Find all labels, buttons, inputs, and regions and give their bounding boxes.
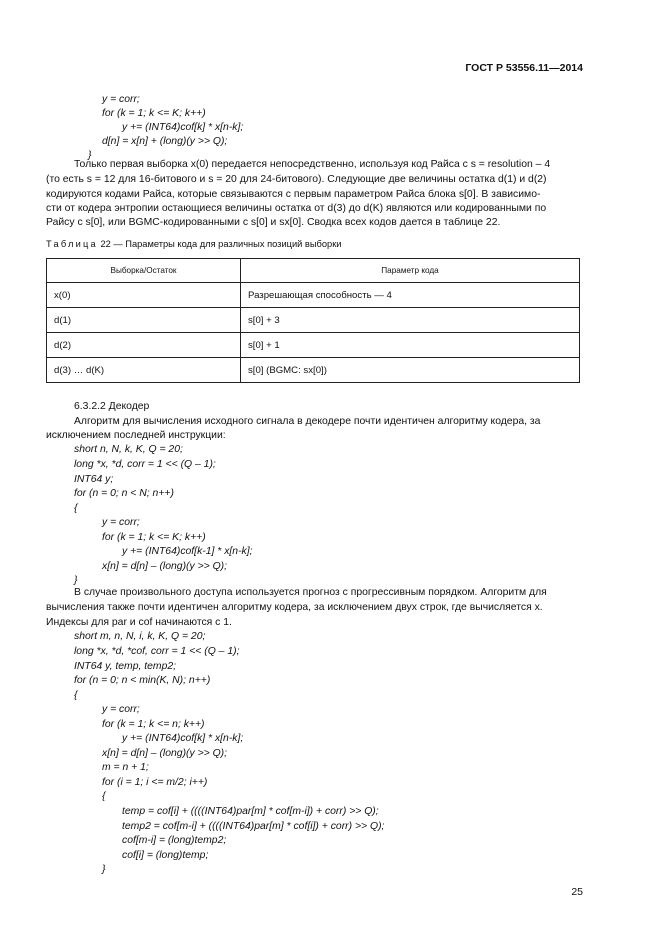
table-row — [47, 333, 580, 358]
code-line: INT64 y, temp, temp2; — [74, 661, 177, 672]
table-header-row — [47, 259, 580, 283]
code-line: x[n] = d[n] – (long)(y >> Q); — [102, 748, 228, 759]
document-header: ГОСТ Р 53556.11—2014 — [465, 62, 583, 74]
code-line: short m, n, N, i, k, K, Q = 20; — [74, 631, 206, 642]
code-line: { — [74, 690, 78, 701]
code-line: for (n = 0; n < N; n++) — [74, 488, 174, 499]
code-line: INT64 y; — [74, 474, 114, 485]
paragraph-line: Алгоритм для вычисления исходного сигнала в декодере почти идентичен алгоритму кодера, за — [74, 416, 541, 427]
paragraph-line: исключением последней инструкции: — [46, 430, 226, 441]
table-caption — [46, 239, 341, 249]
table-cell: s[0] + 1 — [241, 333, 580, 358]
code-line: y = corr; — [102, 94, 140, 105]
code-line: { — [102, 791, 106, 802]
code-line: m = n + 1; — [102, 762, 149, 773]
code-line: for (k = 1; k <= K; k++) — [102, 532, 206, 543]
table-caption-label: Таблица — [46, 239, 98, 249]
code-line: y += (INT64)cof[k] * x[n-k]; — [122, 122, 244, 133]
code-line: for (n = 0; n < min(K, N); n++) — [74, 675, 211, 686]
table-header-cell: Параметр кода — [241, 259, 580, 283]
table-cell: s[0] (BGMC: sx[0]) — [241, 358, 580, 383]
code-line: for (i = 1; i <= m/2; i++) — [102, 777, 208, 788]
table-row — [47, 358, 580, 383]
code-line: } — [88, 150, 92, 161]
table-row — [47, 308, 580, 333]
code-line: y += (INT64)cof[k-1] * x[n-k]; — [122, 546, 253, 557]
paragraph-line: Индексы для par и cof начинаются с 1. — [46, 617, 232, 628]
page-number: 25 — [571, 886, 583, 898]
code-line: d[n] = x[n] + (long)(y >> Q); — [102, 136, 228, 147]
section-heading: 6.3.2.2 Декодер — [74, 401, 150, 412]
code-line: { — [74, 503, 78, 514]
table-cell: x(0) — [47, 283, 241, 308]
table-cell: d(1) — [47, 308, 241, 333]
table-caption-text: 22 — Параметры кода для различных позиций выборки — [100, 239, 342, 249]
code-line: temp2 = cof[m-i] + ((((INT64)par[m] * cof[i]) + corr) >> Q); — [122, 821, 385, 832]
table-cell: d(3) … d(K) — [47, 358, 241, 383]
code-line: y = corr; — [102, 517, 140, 528]
table-cell: s[0] + 3 — [241, 308, 580, 333]
table-cell: d(2) — [47, 333, 241, 358]
table-row — [47, 283, 580, 308]
paragraph-line: кодируются кодами Райса, которые связываются с первым параметром Райса блока s[0]. В зависимо- — [46, 189, 541, 200]
paragraph-line: вычисления также почти идентичен алгоритму кодера, за исключением двух строк, где вычисляется x. — [46, 602, 543, 613]
code-line: temp = cof[i] + ((((INT64)par[m] * cof[m-i]) + corr) >> Q); — [122, 806, 379, 817]
code-line: x[n] = d[n] – (long)(y >> Q); — [102, 561, 228, 572]
code-line: y = corr; — [102, 704, 140, 715]
code-line: } — [102, 864, 106, 875]
code-line: for (k = 1; k <= n; k++) — [102, 719, 205, 730]
paragraph-line: сти от кодера энтропии остающиеся величины остатка от d(3) до d(K) являются или кодированными по — [46, 203, 547, 214]
code-line: } — [74, 575, 78, 586]
paragraph-line: (то есть s = 12 для 16-битового и s = 20 для 24-битового). Следующие две величины остатка d(1) и d(2) — [46, 174, 547, 185]
code-line: short n, N, k, K, Q = 20; — [74, 444, 183, 455]
paragraph-line: Райсу с s[0], или BGMC-кодированными с s[0] и sx[0]. Сводка всех кодов дается в таблице 22. — [46, 217, 501, 228]
code-line: cof[i] = (long)temp; — [122, 850, 209, 861]
table-header-cell: Выборка/Остаток — [47, 259, 241, 283]
paragraph-line: Только первая выборка x(0) передается непосредственно, используя код Райса с s = resolution – 4 — [74, 159, 551, 170]
code-line: long *x, *d, *cof, corr = 1 << (Q – 1); — [74, 646, 240, 657]
paragraph-line: В случае произвольного доступа используется прогноз с прогрессивным порядком. Алгоритм для — [74, 587, 547, 598]
code-parameters-table — [46, 258, 580, 383]
code-line: for (k = 1; k <= K; k++) — [102, 108, 206, 119]
code-line: cof[m-i] = (long)temp2; — [122, 835, 227, 846]
code-line: y += (INT64)cof[k] * x[n-k]; — [122, 733, 244, 744]
table-cell: Разрешающая способность — 4 — [241, 283, 580, 308]
code-line: long *x, *d, corr = 1 << (Q – 1); — [74, 459, 216, 470]
